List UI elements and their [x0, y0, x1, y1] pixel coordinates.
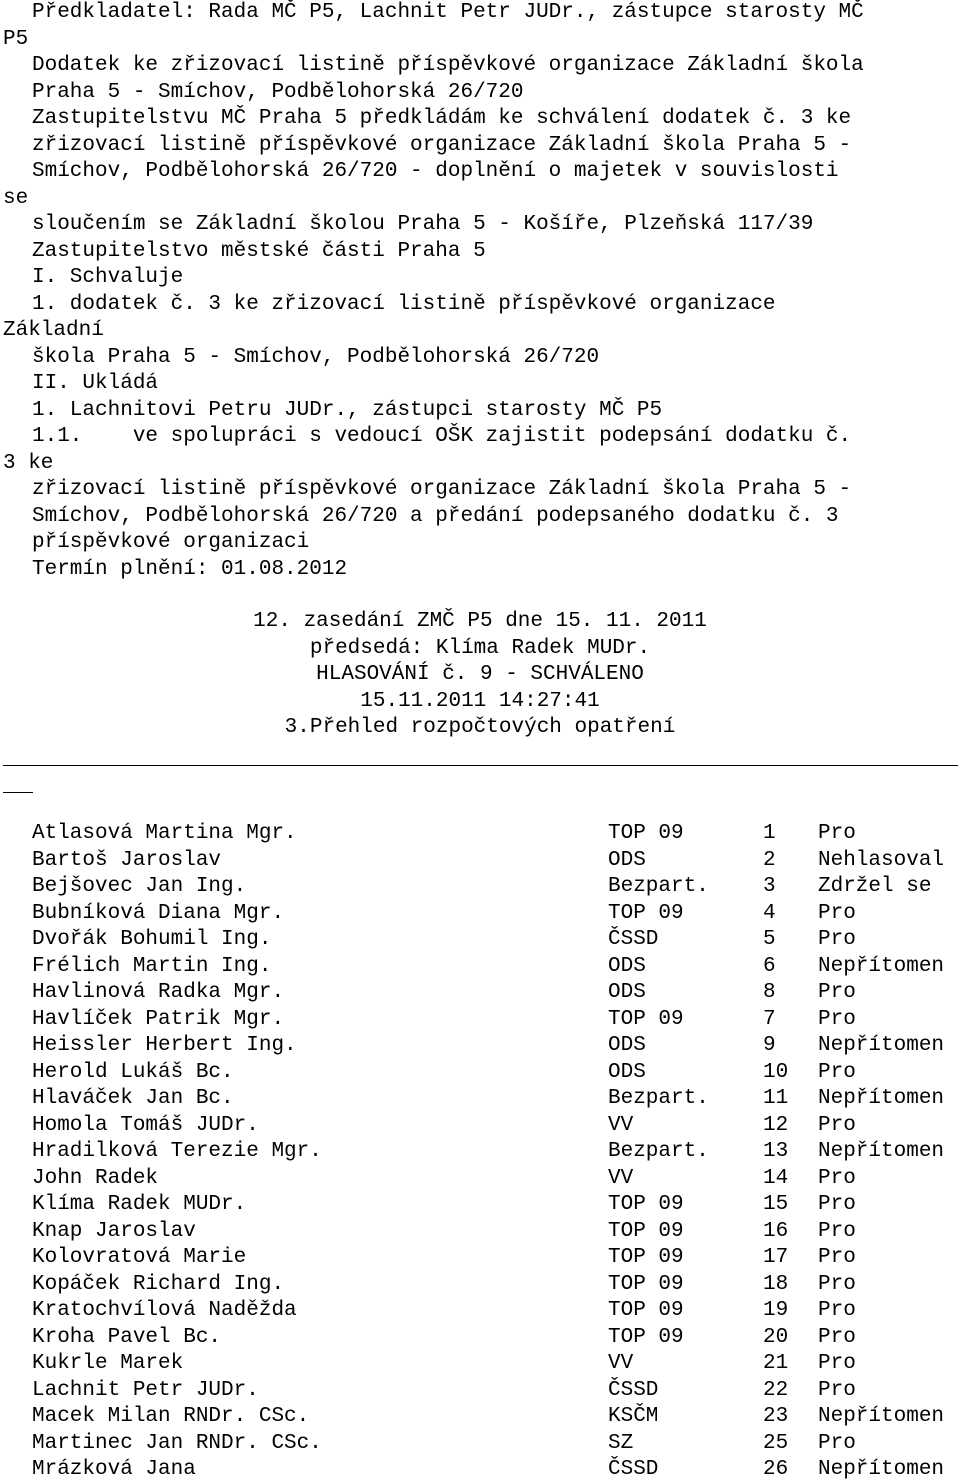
- member-vote: Pro: [818, 901, 856, 925]
- text-line: P5: [3, 27, 29, 51]
- text-line: 1. dodatek č. 3 ke zřizovací listině příspěvkové organizace: [32, 292, 776, 316]
- member-vote: Pro: [818, 1060, 856, 1084]
- session-chair: předsedá: Klíma Radek MUDr.: [309, 637, 651, 660]
- member-number: 25: [763, 1431, 789, 1455]
- member-party: TOP 09: [608, 1272, 684, 1296]
- member-vote: Nehlasoval: [818, 848, 945, 872]
- member-number: 9: [763, 1034, 776, 1057]
- member-name: Dvořák Bohumil Ing.: [32, 928, 272, 951]
- member-vote: Nepřítomen: [818, 1034, 945, 1057]
- member-name: Atlasová Martina Mgr.: [32, 822, 297, 845]
- member-number: 11: [763, 1087, 789, 1110]
- member-name: Klíma Radek MUDr.: [32, 1193, 247, 1216]
- member-party: SZ: [608, 1431, 634, 1455]
- member-party: VV: [608, 1352, 634, 1375]
- text-line: Smíchov, Podbělohorská 26/720 a předání podepsaného dodatku č. 3: [32, 504, 839, 528]
- member-vote: Zdržel se: [818, 875, 932, 898]
- member-number: 3: [763, 875, 776, 898]
- text-line: příspěvkové organizaci: [32, 531, 310, 554]
- member-vote: Nepřítomen: [818, 1087, 945, 1110]
- member-name: Kukrle Marek: [32, 1352, 184, 1375]
- text-line: sloučením se Základní školou Praha 5 - Košíře, Plzeňská 117/39: [32, 213, 814, 236]
- member-party: TOP 09: [608, 1299, 684, 1322]
- member-number: 8: [763, 981, 776, 1004]
- member-vote: Pro: [818, 1166, 856, 1190]
- text-line: I. Schvaluje: [32, 266, 184, 289]
- text-line: Zastupitelstvo městské části Praha 5: [32, 239, 486, 263]
- member-vote: Pro: [818, 822, 856, 845]
- member-name: John Radek: [32, 1166, 159, 1190]
- member-name: Havlíček Patrik Mgr.: [32, 1007, 285, 1031]
- member-vote: Pro: [818, 1113, 856, 1137]
- member-name: Bartoš Jaroslav: [32, 848, 222, 872]
- member-party: ODS: [608, 1034, 646, 1057]
- member-vote: Pro: [818, 1299, 856, 1322]
- text-line: se: [3, 186, 29, 210]
- member-party: ČSSD: [608, 1378, 659, 1402]
- member-number: 7: [763, 1007, 776, 1031]
- member-name: Knap Jaroslav: [32, 1219, 196, 1243]
- vote-timestamp: 15.11.2011 14:27:41: [360, 690, 600, 713]
- member-name: Heissler Herbert Ing.: [32, 1034, 297, 1057]
- member-party: TOP 09: [608, 1007, 684, 1031]
- member-name: Kroha Pavel Bc.: [32, 1325, 222, 1349]
- member-number: 21: [763, 1352, 789, 1375]
- member-vote: Pro: [818, 1219, 856, 1243]
- member-party: ČSSD: [608, 1458, 659, 1481]
- member-name: Bejšovec Jan Ing.: [32, 875, 247, 898]
- vote-result: HLASOVÁNÍ č. 9 - SCHVÁLENO: [316, 663, 644, 686]
- member-number: 20: [763, 1325, 789, 1349]
- member-party: TOP 09: [608, 822, 684, 845]
- text-line: Termín plnění: 01.08.2012: [32, 557, 348, 581]
- member-vote: Nepřítomen: [818, 954, 945, 978]
- member-number: 4: [763, 901, 776, 925]
- member-name: Macek Milan RNDr. CSc.: [32, 1405, 310, 1428]
- member-party: TOP 09: [608, 1325, 684, 1349]
- member-party: Bezpart.: [608, 1140, 709, 1163]
- member-name: Herold Lukáš Bc.: [32, 1060, 234, 1084]
- member-party: TOP 09: [608, 1193, 684, 1216]
- member-vote: Pro: [818, 1325, 856, 1349]
- text-line: škola Praha 5 - Smíchov, Podbělohorská 26/720: [32, 345, 600, 369]
- member-party: TOP 09: [608, 1219, 684, 1243]
- member-number: 10: [763, 1060, 789, 1084]
- member-number: 15: [763, 1193, 789, 1216]
- member-number: 2: [763, 848, 776, 872]
- member-vote: Nepřítomen: [818, 1405, 945, 1428]
- text-line: Praha 5 - Smíchov, Podbělohorská 26/720: [32, 80, 524, 104]
- member-party: Bezpart.: [608, 875, 709, 898]
- member-party: VV: [608, 1166, 634, 1190]
- text-line: Zastupitelstvu MČ Praha 5 předkládám ke schválení dodatek č. 3 ke: [32, 107, 852, 130]
- member-name: Kolovratová Marie: [32, 1246, 247, 1269]
- member-name: Kratochvílová Naděžda: [32, 1299, 297, 1322]
- member-number: 12: [763, 1113, 789, 1137]
- member-vote: Pro: [818, 981, 856, 1004]
- divider-line-short: [3, 792, 33, 793]
- text-line: 3 ke: [3, 451, 54, 475]
- member-name: Lachnit Petr JUDr.: [32, 1378, 259, 1402]
- member-party: VV: [608, 1113, 634, 1137]
- agenda-item-title: 3.Přehled rozpočtových opatření: [284, 716, 676, 739]
- member-name: Kopáček Richard Ing.: [32, 1272, 285, 1296]
- member-name: Hradilková Terezie Mgr.: [32, 1140, 322, 1163]
- member-name: Frélich Martin Ing.: [32, 954, 272, 978]
- member-vote: Nepřítomen: [818, 1140, 945, 1163]
- text-line: Smíchov, Podbělohorská 26/720 - doplnění o majetek v souvislosti: [32, 160, 839, 183]
- member-name: Bubníková Diana Mgr.: [32, 901, 285, 925]
- member-number: 16: [763, 1219, 789, 1243]
- member-vote: Pro: [818, 1272, 856, 1296]
- member-vote: Pro: [818, 1193, 856, 1216]
- member-vote: Pro: [818, 1246, 856, 1269]
- text-line: 1. Lachnitovi Petru JUDr., zástupci starosty MČ P5: [32, 398, 663, 422]
- member-number: 13: [763, 1140, 789, 1163]
- member-name: Homola Tomáš JUDr.: [32, 1113, 259, 1137]
- text-line: Základní: [3, 319, 104, 342]
- member-name: Hlaváček Jan Bc.: [32, 1087, 234, 1110]
- member-party: KSČM: [608, 1405, 659, 1428]
- text-line: II. Ukládá: [32, 372, 159, 395]
- member-number: 5: [763, 928, 776, 951]
- member-number: 14: [763, 1166, 789, 1190]
- member-number: 22: [763, 1378, 789, 1402]
- text-line: zřizovací listině příspěvkové organizace Základní škola Praha 5 -: [32, 478, 852, 501]
- member-party: ODS: [608, 1060, 646, 1084]
- member-number: 23: [763, 1405, 789, 1428]
- member-vote: Pro: [818, 1352, 856, 1375]
- member-vote: Pro: [818, 1007, 856, 1031]
- member-party: ODS: [608, 954, 646, 978]
- member-number: 26: [763, 1458, 789, 1481]
- member-vote: Nepřítomen: [818, 1458, 945, 1481]
- member-party: ODS: [608, 981, 646, 1004]
- member-number: 6: [763, 954, 776, 978]
- member-party: ČSSD: [608, 928, 659, 951]
- member-name: Mrázková Jana: [32, 1458, 196, 1481]
- member-party: Bezpart.: [608, 1087, 709, 1110]
- member-number: 17: [763, 1246, 789, 1269]
- member-number: 18: [763, 1272, 789, 1296]
- text-line: Dodatek ke zřizovací listině příspěvkové organizace Základní škola: [32, 54, 864, 77]
- session-title: 12. zasedání ZMČ P5 dne 15. 11. 2011: [253, 610, 707, 633]
- member-name: Havlinová Radka Mgr.: [32, 981, 285, 1004]
- member-vote: Pro: [818, 1378, 856, 1402]
- member-party: TOP 09: [608, 901, 684, 925]
- member-number: 19: [763, 1299, 789, 1322]
- member-vote: Pro: [818, 928, 856, 951]
- text-line: zřizovací listině příspěvkové organizace Základní škola Praha 5 -: [32, 133, 852, 157]
- member-party: TOP 09: [608, 1246, 684, 1269]
- member-number: 1: [763, 822, 776, 845]
- member-party: ODS: [608, 848, 646, 872]
- divider-line: [3, 765, 958, 766]
- text-line: Předkladatel: Rada MČ P5, Lachnit Petr JUDr., zástupce starosty MČ: [32, 1, 864, 24]
- member-name: Martinec Jan RNDr. CSc.: [32, 1431, 322, 1455]
- text-line: 1.1. ve spolupráci s vedoucí OŠK zajistit podepsání dodatku č.: [32, 425, 852, 448]
- member-vote: Pro: [818, 1431, 856, 1455]
